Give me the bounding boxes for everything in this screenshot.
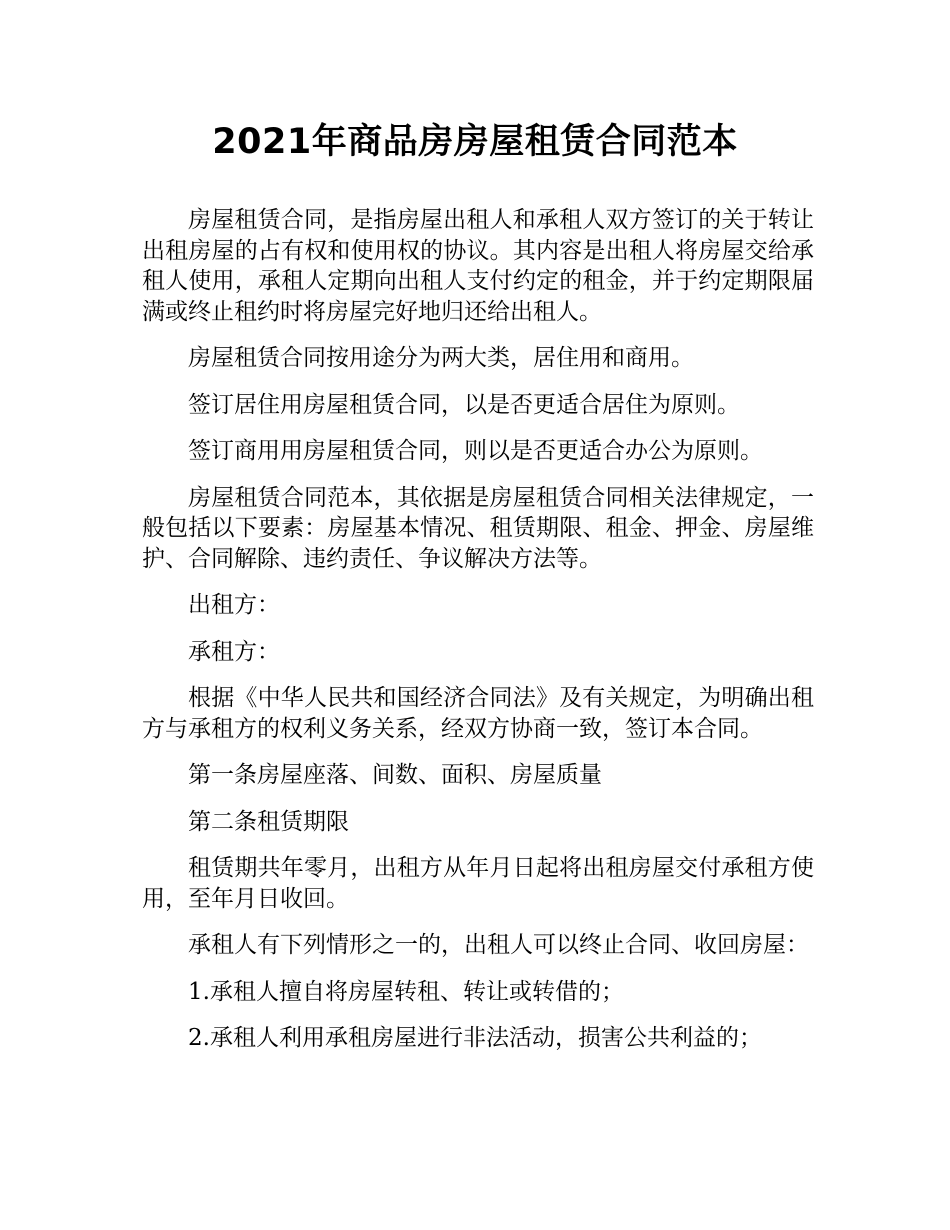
paragraph-legal-basis: 根据《中华人民共和国经济合同法》及有关规定，为明确出租方与承租方的权利义务关系，经双方协商一致，签订本合同。 <box>142 685 814 742</box>
list-item-sublease: 1.承租人擅自将房屋转租、转让或转借的； <box>188 978 624 1005</box>
list-item-illegal-use: 2.承租人利用承租房屋进行非法活动，损害公共利益的； <box>188 1025 762 1051</box>
paragraph-commercial: 签订商用用房屋租赁合同，则以是否更适合办公为原则。 <box>188 438 763 464</box>
paragraph-categories: 房屋租赁合同按用途分为两大类，居住用和商用。 <box>188 345 694 371</box>
article-two-heading: 第二条租赁期限 <box>188 808 349 835</box>
paragraph-lease-term: 租赁期共年零月，出租方从年月日起将出租房屋交付承租方使用，至年月日收回。 <box>142 855 814 912</box>
lessor-label: 出租方： <box>188 592 280 618</box>
article-one-heading: 第一条房屋座落、间数、面积、房屋质量 <box>188 762 602 788</box>
document-title: 2021年商品房房屋租赁合同范本 <box>212 122 738 162</box>
paragraph-residential: 签订居住用房屋租赁合同，以是否更适合居住为原则。 <box>188 391 740 418</box>
paragraph-termination-conditions: 承租人有下列情形之一的，出租人可以终止合同、收回房屋： <box>188 932 809 958</box>
lessee-label: 承租方： <box>188 638 280 665</box>
paragraph-template-elements: 房屋租赁合同范本，其依据是房屋租赁合同相关法律规定，一般包括以下要素：房屋基本情况、租赁期限、租金、押金、房屋维护、合同解除、违约责任、争议解决方法等。 <box>142 484 814 572</box>
document-body <box>142 205 814 1070</box>
paragraph-definition: 房屋租赁合同，是指房屋出租人和承租人双方签订的关于转让出租房屋的占有权和使用权的协议。其内容是出租人将房屋交给承租人使用，承租人定期向出租人支付约定的租金，并于约定期限届满或终止租约时将房屋完好地归还给出租人。 <box>142 207 814 325</box>
